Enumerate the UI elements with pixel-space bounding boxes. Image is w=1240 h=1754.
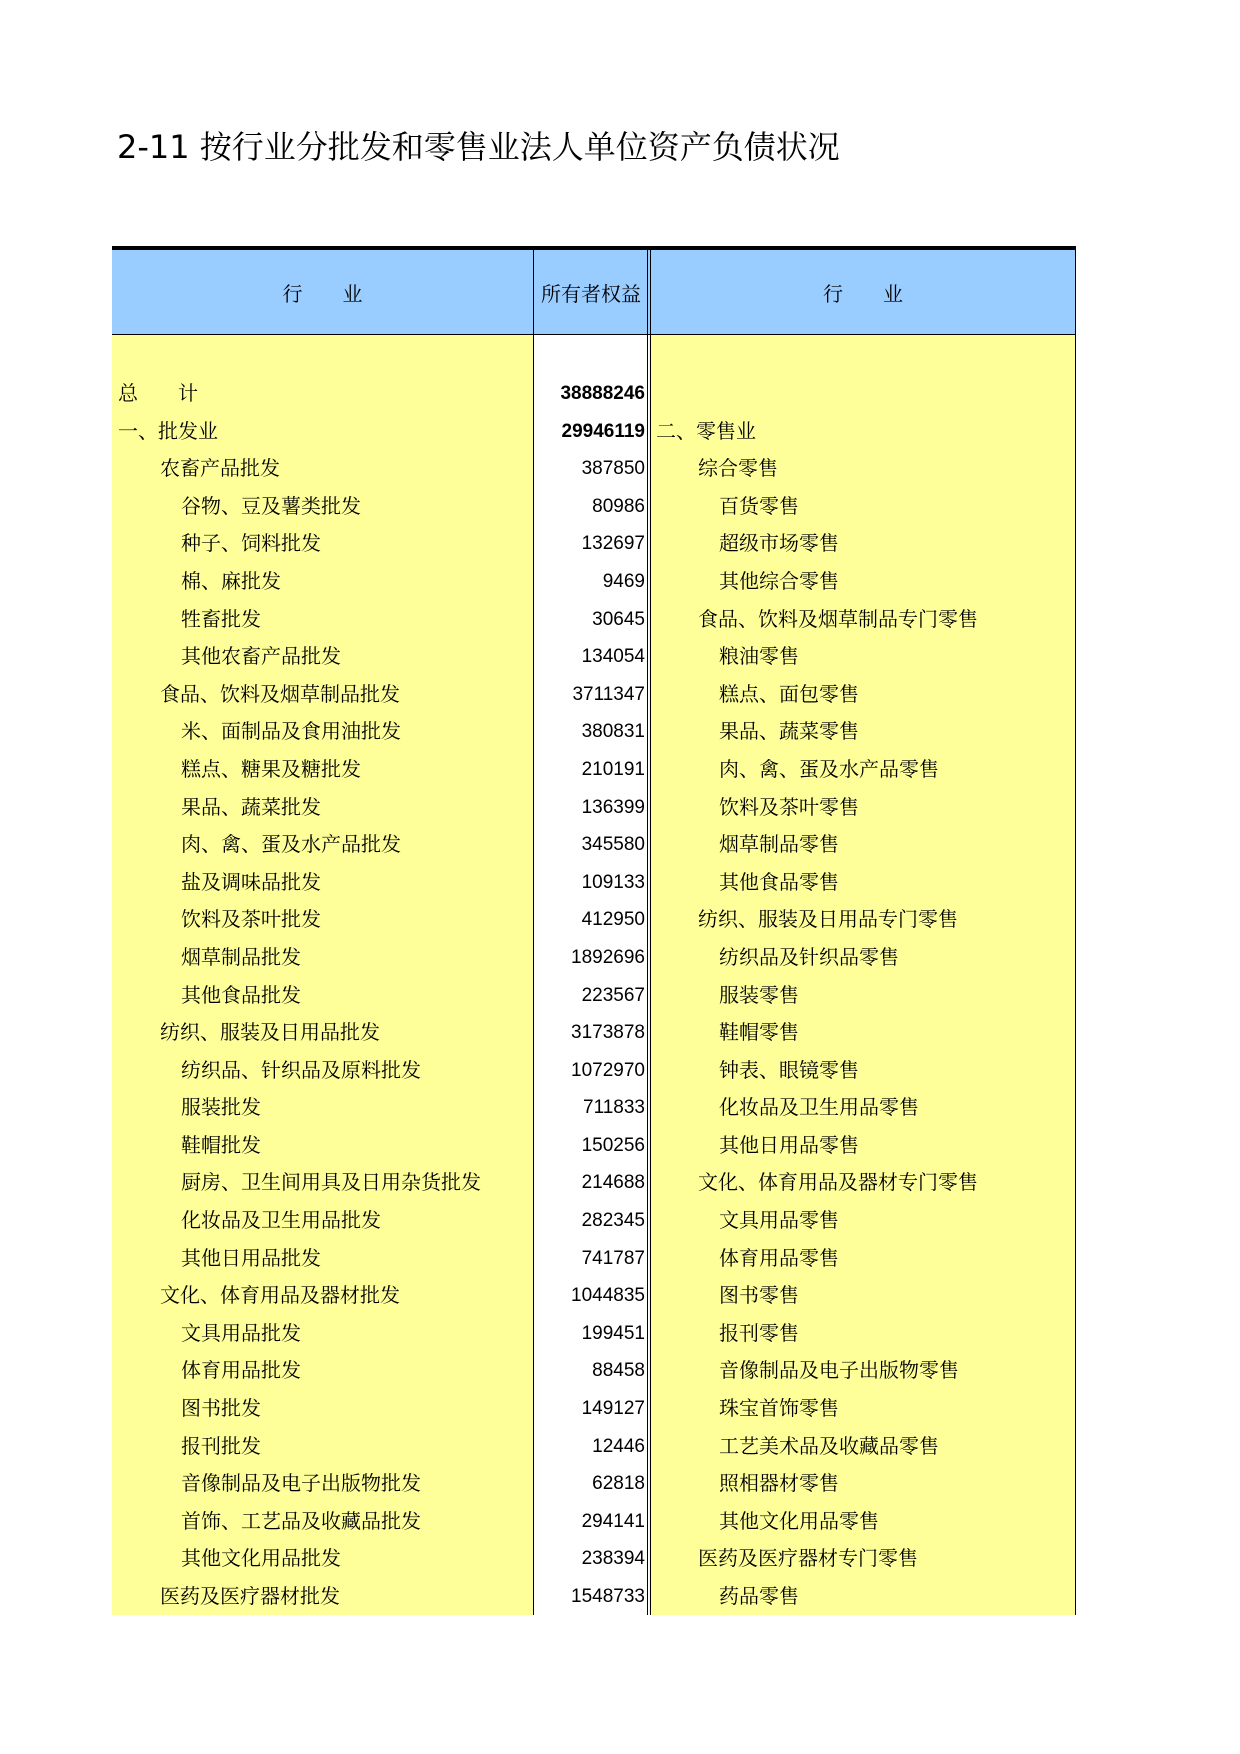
- table-row: [112, 1277, 1076, 1315]
- table-row: [112, 1352, 1076, 1390]
- row-industry-right: 文具用品零售: [719, 1208, 839, 1233]
- table-row: [112, 939, 1076, 977]
- row-owners-equity-value: 149127: [581, 1398, 645, 1420]
- row-owners-equity-value: 136399: [581, 796, 645, 818]
- row-owners-equity-value: 238394: [581, 1548, 645, 1570]
- row-industry-left: 米、面制品及食用油批发: [181, 719, 401, 744]
- row-industry-right: 珠宝首饰零售: [719, 1396, 839, 1421]
- row-industry-right: 音像制品及电子出版物零售: [719, 1358, 959, 1383]
- row-industry-left: 果品、蔬菜批发: [181, 794, 321, 819]
- row-industry-left: 纺织品、针织品及原料批发: [181, 1057, 421, 1082]
- row-industry-left: 鞋帽批发: [181, 1132, 261, 1157]
- row-industry-left: 农畜产品批发: [160, 456, 280, 481]
- row-industry-right: 其他食品零售: [719, 869, 839, 894]
- table-row: [112, 1164, 1076, 1202]
- table-row: [112, 864, 1076, 902]
- row-industry-left: 饮料及茶叶批发: [181, 907, 321, 932]
- row-owners-equity-value: 62818: [592, 1473, 645, 1495]
- row-industry-right: 综合零售: [698, 456, 778, 481]
- row-industry-right: 报刊零售: [719, 1320, 799, 1345]
- row-industry-right: 肉、禽、蛋及水产品零售: [719, 756, 939, 781]
- row-industry-left: 厨房、卫生间用具及日用杂货批发: [181, 1170, 481, 1195]
- row-owners-equity-value: 132697: [581, 533, 645, 555]
- table-row: [112, 1202, 1076, 1240]
- row-owners-equity-value: 29946119: [561, 420, 645, 442]
- row-industry-left: 糕点、糖果及糖批发: [181, 756, 361, 781]
- row-industry-right: 化妆品及卫生用品零售: [719, 1095, 919, 1120]
- row-owners-equity-value: 1548733: [571, 1586, 645, 1607]
- row-owners-equity-value: 1072970: [571, 1059, 645, 1081]
- table-row: [112, 713, 1076, 751]
- row-industry-left: 一、批发业: [118, 418, 218, 443]
- table-row: [112, 1428, 1076, 1466]
- row-industry-left: 食品、饮料及烟草制品批发: [160, 681, 400, 706]
- row-industry-right: 其他文化用品零售: [719, 1508, 879, 1533]
- row-industry-right: 文化、体育用品及器材专门零售: [698, 1170, 978, 1195]
- table-row: [112, 901, 1076, 939]
- row-industry-left: 服装批发: [181, 1095, 261, 1120]
- table-row: [112, 525, 1076, 563]
- row-industry-right: 其他日用品零售: [719, 1132, 859, 1157]
- table-row: [112, 1014, 1076, 1052]
- row-industry-right: 粮油零售: [719, 644, 799, 669]
- row-industry-right: 二、零售业: [656, 418, 756, 443]
- table-row: [112, 413, 1076, 451]
- row-industry-right: 服装零售: [719, 982, 799, 1007]
- row-owners-equity-value: 80986: [592, 495, 645, 517]
- row-industry-right: 钟表、眼镜零售: [719, 1057, 859, 1082]
- row-industry-left: 棉、麻批发: [181, 568, 281, 593]
- row-owners-equity-value: 387850: [581, 458, 645, 480]
- table-row: [112, 977, 1076, 1015]
- row-owners-equity-value: 223567: [581, 984, 645, 1006]
- table-row: [112, 1540, 1076, 1578]
- row-industry-right: 鞋帽零售: [719, 1020, 799, 1045]
- row-industry-left: 肉、禽、蛋及水产品批发: [181, 832, 401, 857]
- table-row: [112, 1052, 1076, 1090]
- row-industry-right: 药品零售: [719, 1584, 799, 1608]
- table-row: [112, 375, 1076, 413]
- row-industry-right: 纺织、服装及日用品专门零售: [698, 907, 958, 932]
- table-row: [112, 450, 1076, 488]
- table-rows: [112, 375, 1076, 1616]
- row-owners-equity-value: 150256: [581, 1134, 645, 1156]
- row-industry-right: 图书零售: [719, 1283, 799, 1308]
- row-industry-right: 其他综合零售: [719, 568, 839, 593]
- row-industry-left: 盐及调味品批发: [181, 869, 321, 894]
- header-industry-left: 行 业: [282, 281, 363, 306]
- row-owners-equity-value: 3711347: [572, 683, 645, 705]
- row-industry-left: 音像制品及电子出版物批发: [181, 1471, 421, 1496]
- row-industry-right: 纺织品及针织品零售: [719, 944, 899, 969]
- row-industry-right: 饮料及茶叶零售: [719, 794, 859, 819]
- row-owners-equity-value: 134054: [581, 646, 645, 668]
- row-owners-equity-value: 3173878: [571, 1022, 645, 1044]
- row-owners-equity-value: 412950: [581, 909, 645, 931]
- row-industry-left: 图书批发: [181, 1396, 261, 1421]
- row-industry-right: 医药及医疗器材专门零售: [698, 1546, 918, 1571]
- row-owners-equity-value: 30645: [592, 608, 645, 630]
- row-owners-equity-value: 88458: [592, 1360, 645, 1382]
- table-row: [112, 1503, 1076, 1541]
- row-industry-left: 体育用品批发: [181, 1358, 301, 1383]
- row-industry-left: 烟草制品批发: [181, 944, 301, 969]
- row-owners-equity-value: 1044835: [571, 1285, 645, 1307]
- row-owners-equity-value: 1892696: [571, 946, 645, 968]
- row-industry-left: 其他农畜产品批发: [181, 644, 341, 669]
- table-row: [112, 1465, 1076, 1503]
- table-header: [112, 250, 1076, 335]
- row-industry-right: 糕点、面包零售: [719, 681, 859, 706]
- header-owners-equity: 所有者权益: [541, 281, 641, 306]
- table-row: [112, 1578, 1076, 1616]
- row-industry-left: 谷物、豆及薯类批发: [181, 493, 361, 518]
- row-owners-equity-value: 741787: [581, 1247, 645, 1269]
- row-owners-equity-value: 199451: [581, 1322, 645, 1344]
- table-row: [112, 826, 1076, 864]
- row-owners-equity-value: 12446: [592, 1435, 645, 1457]
- row-industry-right: 照相器材零售: [719, 1471, 839, 1496]
- table-row: [112, 676, 1076, 714]
- data-table: [112, 246, 1076, 1615]
- table-row: [112, 638, 1076, 676]
- row-industry-left: 总 计: [118, 381, 198, 405]
- row-industry-left: 文化、体育用品及器材批发: [160, 1283, 400, 1308]
- row-owners-equity-value: 38888246: [560, 383, 645, 404]
- row-industry-left: 首饰、工艺品及收藏品批发: [181, 1508, 421, 1533]
- row-industry-right: 工艺美术品及收藏品零售: [719, 1433, 939, 1458]
- row-owners-equity-value: 282345: [581, 1210, 645, 1232]
- table-row: [112, 789, 1076, 827]
- row-industry-left: 种子、饲料批发: [181, 531, 321, 556]
- row-owners-equity-value: 711833: [583, 1097, 645, 1119]
- page-title: 2-11 按行业分批发和零售业法人单位资产负债状况: [117, 128, 840, 166]
- table-row: [112, 563, 1076, 601]
- row-owners-equity-value: 380831: [581, 721, 645, 743]
- table-row: [112, 1315, 1076, 1353]
- row-owners-equity-value: 109133: [581, 871, 645, 893]
- row-industry-left: 化妆品及卫生用品批发: [181, 1208, 381, 1233]
- row-industry-left: 纺织、服装及日用品批发: [160, 1020, 380, 1045]
- row-industry-right: 体育用品零售: [719, 1245, 839, 1270]
- row-industry-right: 果品、蔬菜零售: [719, 719, 859, 744]
- header-industry-right: 行 业: [823, 281, 903, 306]
- row-owners-equity-value: 9469: [602, 570, 645, 592]
- row-owners-equity-value: 294141: [581, 1510, 645, 1532]
- table-row: [112, 601, 1076, 639]
- table-row: [112, 751, 1076, 789]
- row-industry-left: 牲畜批发: [181, 606, 261, 631]
- table-row: [112, 488, 1076, 526]
- row-industry-right: 百货零售: [719, 493, 799, 518]
- row-owners-equity-value: 345580: [581, 834, 645, 856]
- row-industry-right: 烟草制品零售: [719, 832, 839, 857]
- row-industry-left: 医药及医疗器材批发: [160, 1584, 340, 1608]
- table-row: [112, 1240, 1076, 1278]
- table-row: [112, 1127, 1076, 1165]
- table-row: [112, 1390, 1076, 1428]
- row-industry-left: 其他日用品批发: [181, 1245, 321, 1270]
- row-industry-left: 文具用品批发: [181, 1320, 301, 1345]
- row-industry-left: 报刊批发: [181, 1433, 261, 1458]
- row-industry-left: 其他文化用品批发: [181, 1546, 341, 1571]
- row-owners-equity-value: 210191: [581, 758, 645, 780]
- row-industry-right: 超级市场零售: [719, 531, 839, 556]
- table-row: [112, 1089, 1076, 1127]
- row-owners-equity-value: 214688: [581, 1172, 645, 1194]
- row-industry-right: 食品、饮料及烟草制品专门零售: [698, 606, 978, 631]
- row-industry-left: 其他食品批发: [181, 982, 301, 1007]
